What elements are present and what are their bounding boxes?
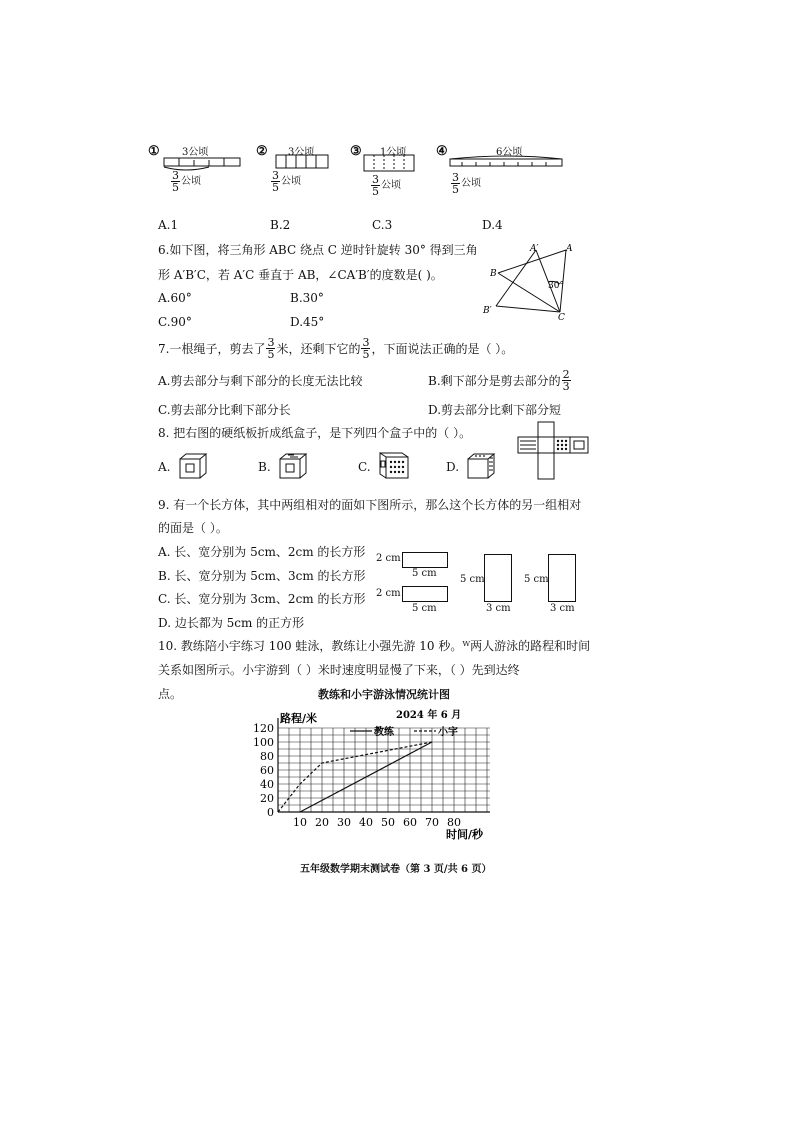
q7-choice-a[interactable]: A.剪去部分与剩下部分的长度无法比较 xyxy=(158,374,363,388)
q8-choice-a-label[interactable]: A. xyxy=(158,460,171,474)
q5-answer-b[interactable]: B.2 xyxy=(270,218,291,232)
q5-answer-a[interactable]: A.1 xyxy=(158,218,179,232)
label-b-prime: B′ xyxy=(483,306,492,316)
q5-answer-d[interactable]: D.4 xyxy=(482,218,503,232)
q7-fraction: $\frac{3}{5}$ xyxy=(267,335,275,361)
page-footer: 五年级数学期末测试卷（第 3 页/共 6 页） xyxy=(300,864,492,875)
y-tick-label: 40 xyxy=(260,778,274,791)
option-number: ③ xyxy=(350,144,362,159)
q9-choice-b[interactable]: B. 长、宽分别为 5cm、3cm 的长方形 xyxy=(158,569,366,583)
q7-question xyxy=(158,333,513,363)
q9-choice-d[interactable]: D. 边长都为 5cm 的正方形 xyxy=(158,616,305,630)
x-tick-label: 80 xyxy=(447,816,461,829)
q8-choice-b-label[interactable]: B. xyxy=(258,460,271,474)
q5-option-2 xyxy=(256,142,336,194)
q7-fraction-2: $\frac{3}{5}$ xyxy=(362,335,370,361)
label-a-prime: A′ xyxy=(530,244,539,254)
q6-line-2: 形 A′B′C，若 A′C 垂直于 AB，∠CA′B′的度数是( )。 xyxy=(158,268,443,282)
face4-height-label: 5 cm xyxy=(524,574,549,585)
angle-label: 30° xyxy=(548,281,564,291)
q8-box-b[interactable] xyxy=(278,452,308,480)
q6-line-1: 6.如下图，将三角形 ABC 绕点 C 逆时针旋转 30° 得到三角 xyxy=(158,243,478,257)
q8-box-c[interactable] xyxy=(378,450,410,480)
fraction-label: $\frac{3}{5}$ 公顷 xyxy=(172,169,201,194)
q7-text-post: ，下面说法正确的是（ ）。 xyxy=(371,341,514,356)
y-tick-label: 100 xyxy=(253,736,274,749)
q7-choice-d[interactable]: D.剪去部分比剩下部分短 xyxy=(428,403,562,417)
chart-title: 教练和小宇游泳情况统计图 xyxy=(318,688,450,701)
x-tick-label: 10 xyxy=(293,816,307,829)
label-b: B xyxy=(490,269,497,279)
swim-chart xyxy=(230,702,490,842)
box-diagram xyxy=(274,154,330,170)
face3-height-label: 5 cm xyxy=(460,574,485,585)
q10-line-3: 点。 xyxy=(158,687,183,701)
q9-choice-c[interactable]: C. 长、宽分别为 3cm、2cm 的长方形 xyxy=(158,592,366,606)
y-tick-label: 0 xyxy=(267,806,274,819)
x-tick-label: 60 xyxy=(403,816,417,829)
q7-choice-b-fraction: $\frac{2}{3}$ xyxy=(562,367,570,393)
legend-entry: 教练 xyxy=(374,727,394,738)
y-tick-label: 120 xyxy=(253,722,274,735)
q5-option-3 xyxy=(350,142,430,198)
q7-text-mid: 米，还剩下它的 xyxy=(276,341,361,356)
q6-choice-c[interactable]: C.90° xyxy=(158,315,192,329)
area-label: 6公顷 xyxy=(496,147,523,158)
face2-height-label: 2 cm xyxy=(376,588,401,599)
q9-line-1: 9. 有一个长方体，其中两组相对的面如下图所示，那么这个长方体的另一组相对 xyxy=(158,498,582,512)
q9-choice-a[interactable]: A. 长、宽分别为 5cm、2cm 的长方形 xyxy=(158,545,366,559)
legend-entry: 小宇 xyxy=(438,727,458,738)
q10-line-1: 10. 教练陪小宇练习 100 蛙泳，教练让小强先游 10 秒。ᵂ两人游泳的路程和时间 xyxy=(158,639,591,653)
face1-width-label: 5 cm xyxy=(412,568,437,579)
label-c: C xyxy=(558,313,565,320)
area-label: 3公顷 xyxy=(288,147,315,158)
q8-cardboard-net xyxy=(516,420,590,482)
face3-width-label: 3 cm xyxy=(486,603,511,614)
q7-choice-c[interactable]: C.剪去部分比剩下部分长 xyxy=(158,403,291,417)
q10-line-2: 关系如图所示。小宇游到（ ）米时速度明显慢了下来，（ ）先到达终 xyxy=(158,663,520,677)
q6-choice-d[interactable]: D.45° xyxy=(290,315,325,329)
area-label: 1公顷 xyxy=(380,147,407,158)
x-tick-label: 40 xyxy=(359,816,373,829)
face2-rect xyxy=(402,586,448,602)
x-tick-label: 30 xyxy=(337,816,351,829)
q7-choice-b-text: B.剩下部分是剪去部分的 xyxy=(428,373,561,388)
box-diagram xyxy=(362,154,418,174)
q8-box-d[interactable] xyxy=(466,452,496,480)
chart-subtitle: 2024 年 6 月 xyxy=(396,710,462,721)
q9-line-2: 的面是（ ）。 xyxy=(158,521,228,535)
q8-question: 8. 把右图的硬纸板折成纸盒子，是下列四个盒子中的（ ）。 xyxy=(158,426,472,440)
fraction-label: $\frac{3}{5}$ 公顷 xyxy=(372,173,401,198)
strip-diagram xyxy=(448,155,568,171)
q7-text-pre: 7.一根绳子，剪去了 xyxy=(158,341,266,356)
q8-box-a[interactable] xyxy=(178,452,208,480)
face1-height-label: 2 cm xyxy=(376,553,401,564)
q6-rotation-figure xyxy=(478,242,578,320)
x-axis-label: 时间/秒 xyxy=(446,828,484,841)
face4-rect xyxy=(548,554,576,602)
q5-answer-c[interactable]: C.3 xyxy=(372,218,393,232)
q8-choice-c-label[interactable]: C. xyxy=(358,460,371,474)
y-tick-label: 60 xyxy=(260,764,274,777)
fraction-label: $\frac{3}{5}$ 公顷 xyxy=(452,171,481,196)
option-number: ② xyxy=(256,144,268,159)
q8-choice-d-label[interactable]: D. xyxy=(446,460,460,474)
q5-option-1 xyxy=(148,142,244,194)
face3-rect xyxy=(484,554,512,602)
area-label: 3公顷 xyxy=(182,147,209,158)
q6-choice-a[interactable]: A.60° xyxy=(158,291,192,305)
y-axis-label: 路程/米 xyxy=(280,712,318,725)
label-a: A xyxy=(566,244,573,254)
option-number: ① xyxy=(148,144,160,159)
face2-width-label: 5 cm xyxy=(412,603,437,614)
x-tick-label: 70 xyxy=(425,816,439,829)
x-tick-label: 20 xyxy=(315,816,329,829)
q7-choice-b[interactable] xyxy=(428,365,572,395)
face4-width-label: 3 cm xyxy=(550,603,575,614)
q9-faces-figure xyxy=(374,548,584,618)
option-number: ④ xyxy=(436,144,448,159)
q6-choice-b[interactable]: B.30° xyxy=(290,291,324,305)
q5-option-4 xyxy=(436,142,570,194)
face1-rect xyxy=(402,552,448,568)
fraction-label: $\frac{3}{5}$ 公顷 xyxy=(272,169,301,194)
y-tick-label: 20 xyxy=(260,792,274,805)
x-tick-label: 50 xyxy=(381,816,395,829)
y-tick-label: 80 xyxy=(260,750,274,763)
